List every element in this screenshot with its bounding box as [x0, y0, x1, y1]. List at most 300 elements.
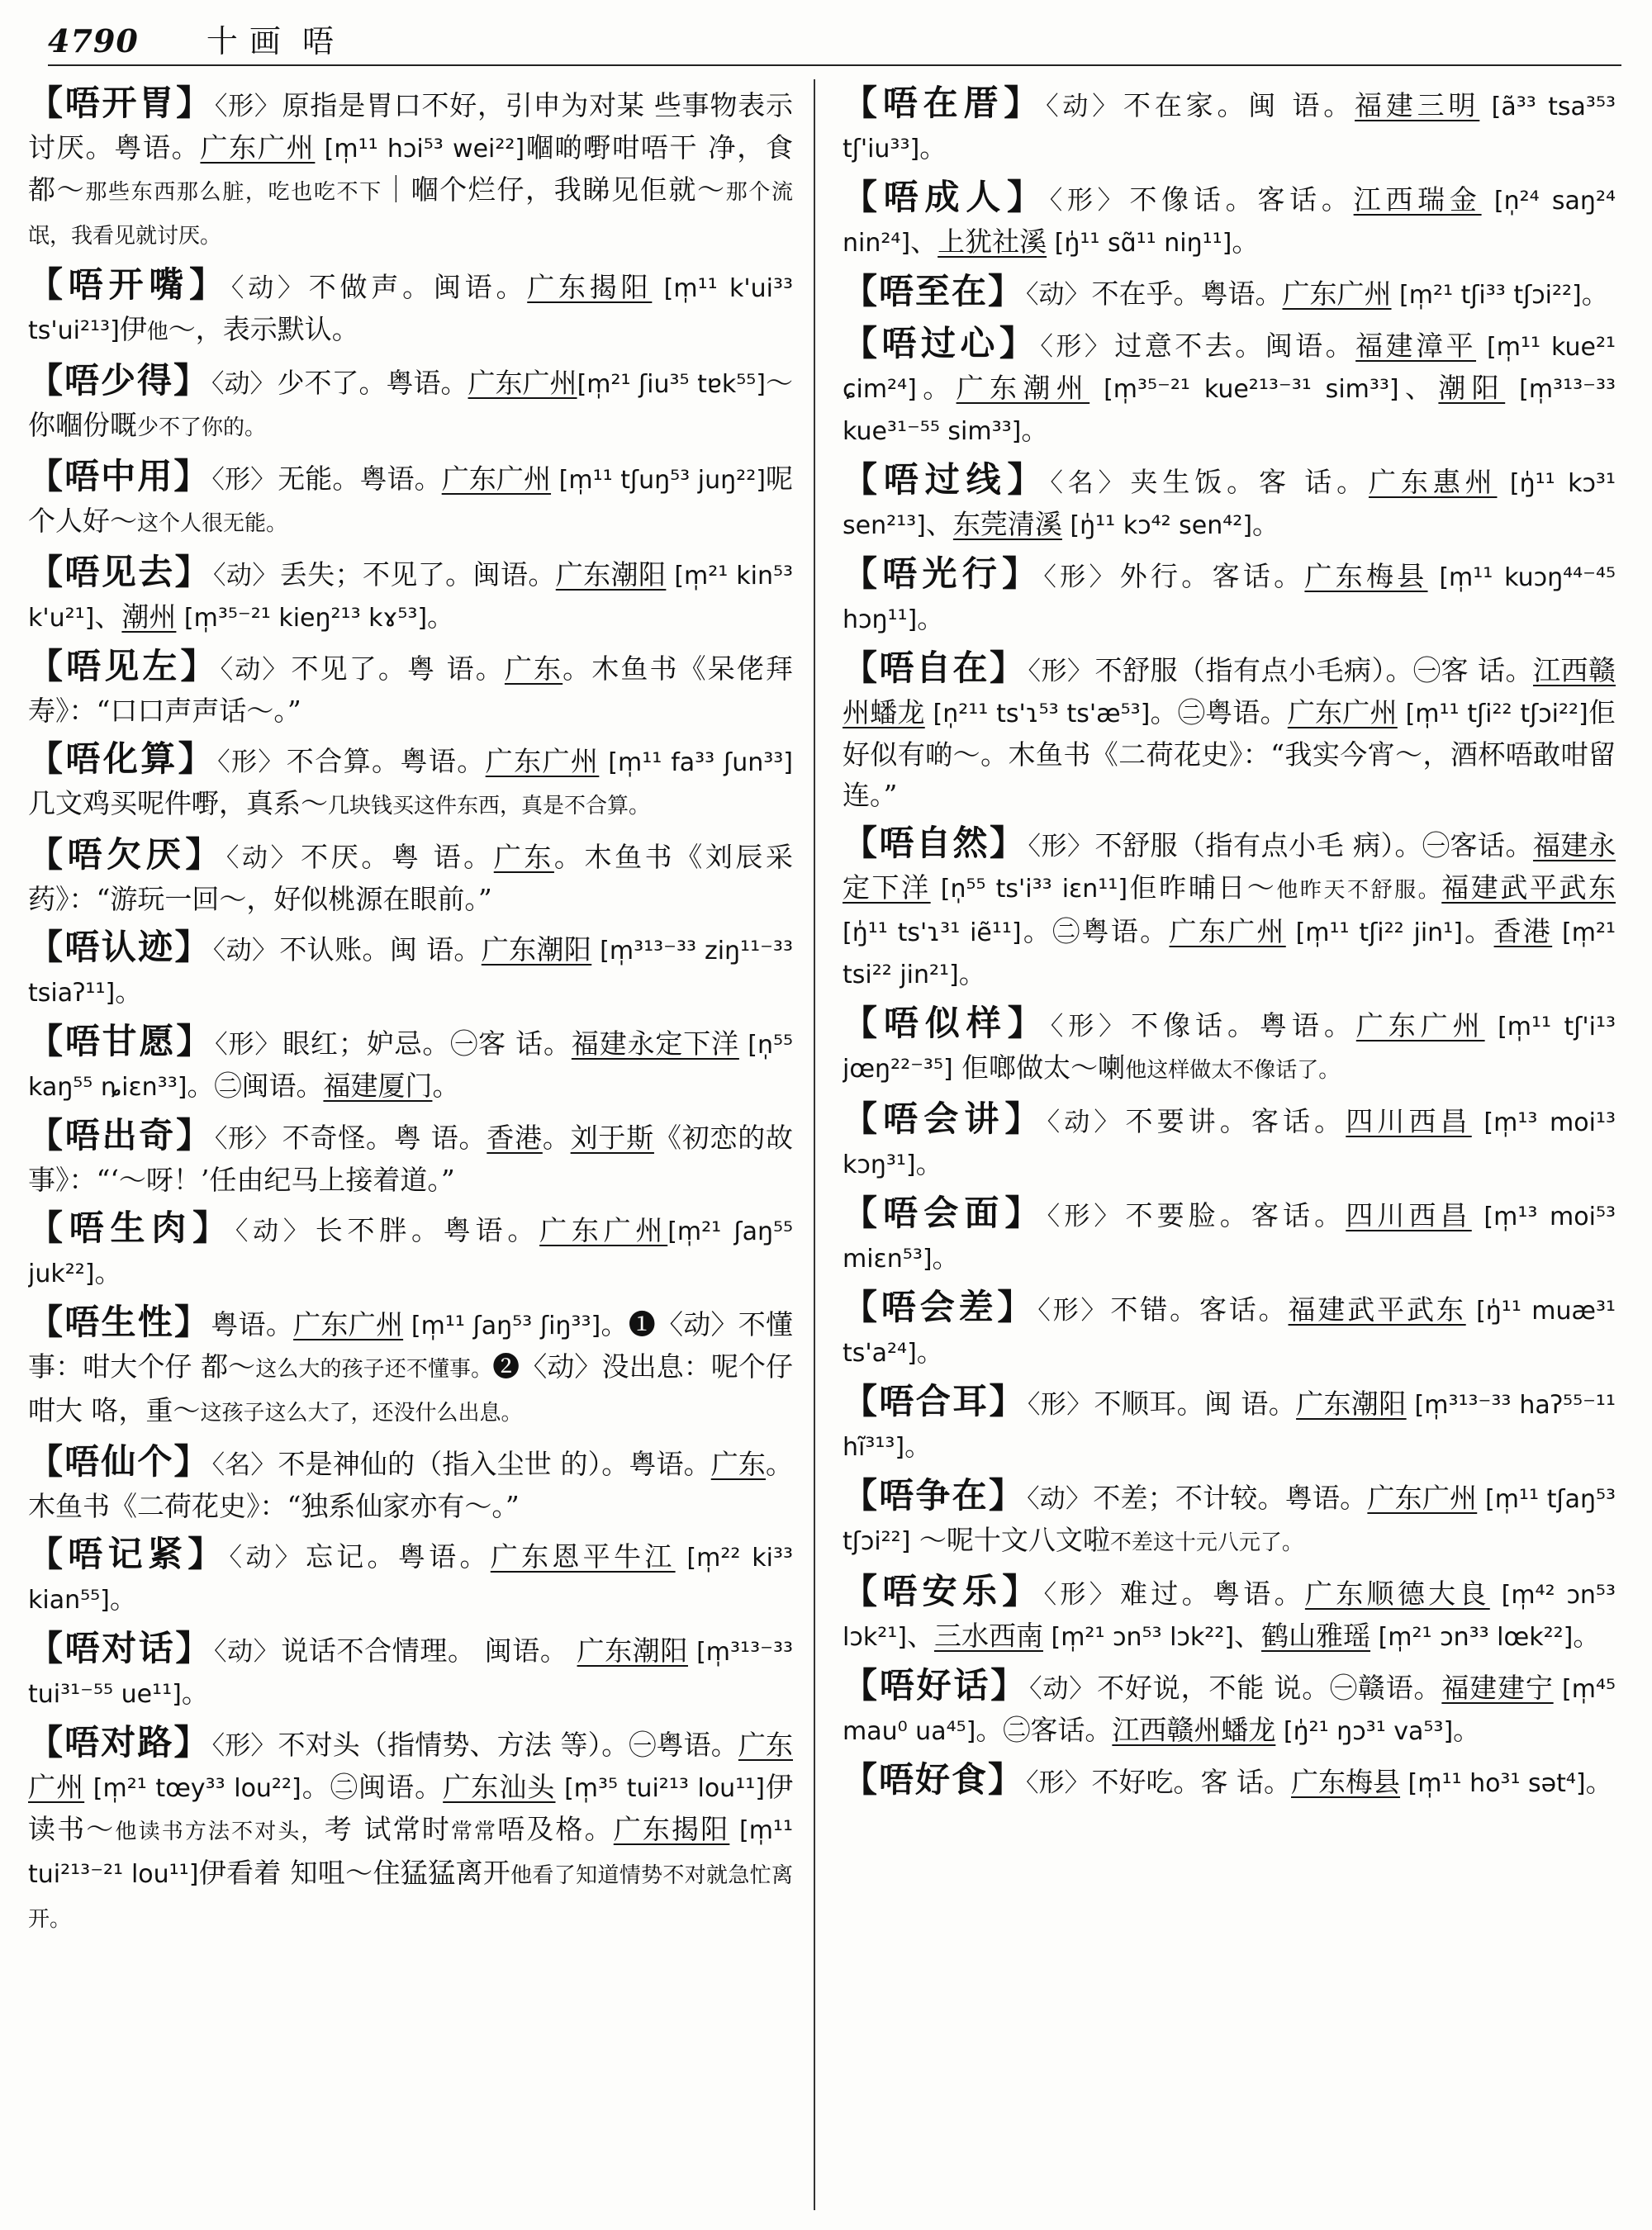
gloss-text: 他看了知道情势不对就急忙离开。	[28, 1863, 793, 1932]
part-of-speech: 〈形〉	[1047, 1202, 1124, 1231]
place-name: 广东广州	[200, 131, 316, 164]
gloss-text: 这孩子这么大了，还没什么出息。	[200, 1401, 523, 1426]
definition-text: 。	[432, 1070, 460, 1102]
place-name: 福建永定下洋	[571, 1027, 739, 1060]
part-of-speech: 〈动〉	[220, 655, 290, 685]
definition-text: 无能。粤语。	[278, 463, 442, 495]
definition-text: 。	[1021, 414, 1049, 446]
definition-text: 。㊁闽语。	[187, 1070, 324, 1102]
place-name: 广东惠州	[1368, 466, 1498, 498]
part-of-speech: 〈动〉	[1046, 92, 1123, 121]
definition-text: 、	[906, 1620, 934, 1652]
place-name: 广东	[710, 1448, 766, 1480]
definition-text: ～你嗰份嘅	[28, 367, 793, 441]
place-name: 福建永定下洋	[843, 829, 1616, 904]
gloss-text: 几块钱买这件东西，真是不合算。	[328, 794, 651, 818]
place-name: 刘于斯	[570, 1122, 654, 1154]
definition-text: ❷〈动〉没出息：呢个仔咁大 咯，重～	[28, 1350, 793, 1426]
definition-text: 。木鱼书《刘辰采药》：“游玩一回～，好似桃源在眼前。”	[28, 841, 793, 915]
part-of-speech: 〈动〉	[1029, 1674, 1096, 1704]
entry-headword: 【唔至在】	[843, 271, 1025, 311]
definition-text: 。❶〈动〉不懂事：咁大个仔 都～	[28, 1308, 793, 1383]
gloss-text: 他这样做太不像话了。	[1125, 1058, 1341, 1083]
definition-text: 粤语。	[211, 1308, 294, 1340]
dictionary-entry	[28, 1208, 793, 1294]
part-of-speech: 〈形〉	[214, 92, 281, 121]
entry-headword: 【唔中用】	[28, 456, 211, 496]
dictionary-entry	[843, 1193, 1616, 1279]
part-of-speech: 〈形〉	[211, 465, 277, 495]
definition-text: 。	[427, 600, 455, 633]
part-of-speech: 〈动〉	[214, 1637, 280, 1667]
definition-text: 呢个人好～	[28, 463, 793, 537]
entry-headword: 【唔化算】	[28, 738, 216, 779]
place-name: 广东揭阳	[527, 271, 653, 303]
place-name: 广东广州	[441, 463, 552, 495]
definition-text: 。	[1252, 508, 1280, 540]
page-header	[48, 18, 1621, 66]
definition-text: 佢好似有啲～。木鱼书《二荷花史》：“我实今宵～，酒杯唔敢咁留连。”	[843, 696, 1616, 811]
definition-text: 不合算。粤语。	[286, 745, 486, 777]
ipa-transcription: [n̩⁵⁵ ts'i³³ iɛn¹¹]	[930, 875, 1128, 904]
definition-text: 。㊁粤语。	[1150, 696, 1288, 728]
ipa-transcription: [m̩²¹ tœy³³ lou²²]	[84, 1774, 301, 1803]
definition-text: 、	[1234, 1620, 1262, 1652]
dictionary-entry	[28, 1302, 793, 1434]
dictionary-entry	[843, 323, 1616, 452]
place-name: 广东广州	[1169, 915, 1286, 947]
place-name: 香港	[487, 1122, 543, 1154]
definition-text: 不是神仙的（指入尘世 的）。粤语。	[278, 1448, 711, 1480]
gloss-text: 那些东西那么脏，吃也吃不下	[85, 180, 382, 205]
entry-headword: 【唔好话】	[843, 1665, 1028, 1706]
dictionary-entry	[28, 834, 793, 919]
gloss-text: 不差这十元八元了。	[1109, 1530, 1303, 1555]
place-name: 江西瑞金	[1353, 183, 1482, 216]
part-of-speech: 〈动〉	[225, 843, 300, 873]
entry-headword: 【唔会差】	[843, 1287, 1037, 1327]
dictionary-entry	[843, 177, 1616, 263]
ipa-transcription: [n̩²¹¹ ts'ɿ⁵³ ts'æ⁵³]	[924, 700, 1151, 728]
place-name: 广东梅县	[1304, 560, 1428, 592]
ipa-transcription: [m̩²¹ ɔn⁵³ lɔk²²]	[1042, 1623, 1235, 1652]
ipa-transcription: [ã³³ tsa³⁵³ tʃ'iu³³]	[843, 93, 1616, 164]
ipa-transcription: [m̩³¹³⁻³³ haʔ⁵⁵⁻¹¹ hĩ³¹³]	[843, 1391, 1616, 1462]
entry-headword: 【唔见左】	[28, 646, 219, 686]
place-name: 广东广州	[293, 1308, 404, 1340]
definition-text: 。	[109, 1582, 137, 1615]
entry-headword: 【唔欠厌】	[28, 834, 225, 875]
dictionary-entry	[843, 1571, 1616, 1658]
definition-text: 夹生饭。客 话。	[1130, 466, 1369, 498]
definition-text: 不奇怪。粤 语。	[282, 1122, 487, 1154]
gloss-text: 这么大的孩子还不懂事。	[255, 1357, 493, 1382]
definition-text: 不认账。闽 语。	[279, 933, 482, 966]
definition-text: 。木鱼书《二荷花史》：“独系仙家亦有～。”	[28, 1448, 793, 1522]
dictionary-entry	[843, 459, 1616, 546]
entry-headword: 【唔开胃】	[28, 83, 213, 123]
definition-text: 不要脸。客话。	[1125, 1199, 1346, 1231]
definition-text: 佢昨晡日～	[1127, 871, 1277, 904]
entry-headword: 【唔光行】	[843, 553, 1042, 594]
entry-headword: 【唔自然】	[843, 823, 1027, 863]
definition-text: 原指是胃口不好，引申为对某 些事物表示讨厌。粤语。	[28, 89, 793, 164]
ipa-transcription: [m̩²¹ ʃaŋ⁵⁵ juk²²]	[28, 1217, 793, 1288]
definition-text: 。木鱼书《呆佬拜寿》：“口口声声话～。”	[28, 652, 793, 727]
ipa-transcription: [m̩¹¹ tʃ'i¹³ jœŋ²²⁻³⁵]	[843, 1013, 1616, 1084]
place-name: 广东潮阳	[1296, 1388, 1407, 1420]
definition-text: 不舒服（指有点小毛 病）。㊀客话。	[1094, 829, 1533, 861]
definition-text: 不做声。闽语。	[308, 271, 528, 303]
ipa-transcription: [m̩³⁵⁻²¹ kieŋ²¹³ kɤ⁵³]	[176, 604, 428, 633]
definition-text: 。	[115, 975, 143, 1008]
ipa-transcription: [ŋ̍¹¹ ts'ɿ³¹ iẽ¹¹]	[843, 918, 1022, 947]
dictionary-entry	[28, 360, 793, 448]
place-name: 江西赣州蟠龙	[843, 654, 1616, 728]
place-name: 广东潮阳	[555, 558, 667, 591]
place-name: 三水西南	[933, 1620, 1043, 1652]
definition-text: 不顺耳。闽 语。	[1094, 1388, 1297, 1420]
definition-text: 不要讲。客话。	[1125, 1105, 1346, 1137]
place-name: 广东汕头	[443, 1771, 556, 1803]
definition-text: 伊看着 知咀～住猛猛离开	[198, 1857, 511, 1889]
part-of-speech: 〈形〉	[1027, 1390, 1093, 1420]
ipa-transcription: [m̩¹³ moi⁵³ miɛn⁵³]	[843, 1203, 1616, 1274]
definition-text: 不像话。客话。	[1129, 183, 1354, 216]
definition-text: 不在乎。粤语。	[1091, 278, 1283, 310]
gloss-text: 这个人很无能。	[137, 511, 288, 536]
dictionary-entry	[28, 1722, 793, 1940]
dictionary-entry	[843, 1665, 1616, 1752]
ipa-transcription: [n̩²⁴ saŋ²⁴ nin²⁴]	[843, 187, 1616, 258]
entry-headword: 【唔似样】	[843, 1003, 1049, 1043]
part-of-speech: 〈形〉	[1050, 1012, 1130, 1041]
entry-headword: 【唔对话】	[28, 1628, 213, 1668]
definition-text: 伊	[119, 313, 147, 345]
place-name: 鹤山雅瑶	[1261, 1620, 1371, 1652]
ipa-transcription: [m̩³¹³⁻³³ kue³¹⁻⁵⁵ sim³³]	[843, 375, 1616, 446]
ipa-transcription: [ŋ̍¹¹ kɔ⁴² sen⁴²]	[1061, 511, 1253, 540]
ipa-transcription: [m̩⁴⁵ mau⁰ ua⁴⁵]	[843, 1675, 1616, 1746]
entry-headword: 【唔会讲】	[843, 1098, 1046, 1139]
definition-text: 丢失；不见了。闽语。	[279, 558, 556, 591]
entry-headword: 【唔过线】	[843, 459, 1049, 500]
section-title: 十画	[206, 23, 292, 59]
entry-headword: 【唔认迹】	[28, 927, 211, 967]
definition-text: 。㊁粤语。	[1021, 915, 1170, 947]
ipa-transcription: [m̩³¹³⁻³³ ziŋ¹¹⁻³³ tsiaʔ¹¹]	[28, 937, 793, 1008]
part-of-speech: 〈动〉	[212, 936, 278, 966]
place-name: 福建建宁	[1441, 1672, 1554, 1704]
part-of-speech: 〈名〉	[211, 1450, 277, 1480]
place-name: 广东潮阳	[577, 1635, 688, 1667]
definition-text: 不厌。粤 语。	[301, 841, 494, 873]
definition-text: 不舒服（指有点小毛病）。㊀客 话。	[1094, 654, 1533, 686]
part-of-speech: 〈动〉	[1026, 280, 1090, 310]
definition-text: 佢啷做太～喇	[952, 1051, 1126, 1084]
entry-headword: 【唔过心】	[843, 323, 1039, 363]
ipa-transcription: [m̩²¹ ɔn³³ lœk²²]	[1370, 1623, 1574, 1652]
place-name: 广东广州	[28, 1729, 793, 1803]
ipa-transcription: [m̩²¹ tsi²² jin²¹]	[843, 918, 1616, 989]
right-column	[843, 83, 1616, 2218]
definition-text: 、	[1398, 372, 1439, 404]
place-name: 广东	[493, 841, 554, 873]
definition-text: 。	[919, 131, 947, 164]
place-name: 福建漳平	[1355, 330, 1477, 362]
part-of-speech: 〈动〉	[230, 273, 307, 303]
part-of-speech: 〈形〉	[211, 1731, 277, 1761]
dictionary-entry	[843, 1003, 1616, 1091]
ipa-transcription: [ŋ̍¹¹ muæ³¹ ts'a²⁴]	[843, 1297, 1616, 1368]
dictionary-entry	[843, 1759, 1616, 1804]
entry-headword: 【唔成人】	[843, 177, 1048, 217]
left-column	[28, 83, 793, 2218]
part-of-speech: 〈动〉	[1027, 1484, 1092, 1514]
ipa-transcription: [n̩⁵⁵ kaŋ⁵⁵ ȵiɛn³³]	[28, 1031, 793, 1102]
place-name: 香港	[1493, 915, 1553, 947]
part-of-speech: 〈动〉	[213, 561, 278, 591]
definition-text: 、	[94, 600, 122, 633]
dictionary-entry	[28, 456, 793, 544]
ipa-transcription: [m̩¹¹ kuɔŋ⁴⁴⁻⁴⁵ hɔŋ¹¹]	[843, 563, 1616, 634]
definition-text: 不像话。粤语。	[1131, 1009, 1356, 1041]
dictionary-entry	[28, 1021, 793, 1108]
place-name: 江西赣州蟠龙	[1112, 1714, 1276, 1746]
entry-headword: 【唔开嘴】	[28, 264, 230, 305]
column-divider	[814, 79, 815, 2210]
gloss-text: 他读书方法不对头，	[115, 1820, 325, 1844]
place-name: 潮阳	[1438, 372, 1506, 404]
definition-text: 。㊁客话。	[976, 1714, 1113, 1746]
place-name: 东莞清溪	[952, 508, 1062, 540]
ipa-transcription: [m̩²¹ kin⁵³ k'u²¹]	[28, 562, 793, 633]
definition-text: 。㊁闽语。	[301, 1771, 444, 1803]
gloss-text: 他昨天不舒服。	[1276, 878, 1442, 903]
place-name: 广东恩平牛江	[490, 1540, 676, 1573]
part-of-speech: 〈形〉	[215, 1030, 282, 1060]
dictionary-entry	[843, 648, 1616, 815]
definition-text: 说话不合情理。 闽语。	[281, 1635, 577, 1667]
entry-headword: 【唔生性】	[28, 1302, 211, 1342]
ipa-transcription: [m̩¹¹ k'ui³³ ts'ui²¹³]	[28, 274, 793, 345]
gloss-text: 那个流氓，我看见就讨厌。	[28, 180, 793, 249]
dictionary-entry	[28, 927, 793, 1013]
entry-headword: 【唔甘愿】	[28, 1021, 214, 1061]
definition-text: 。	[1462, 915, 1494, 947]
ipa-transcription: [m̩¹¹ hɔi⁵³ wei²²]	[315, 135, 525, 164]
dictionary-entry	[28, 83, 793, 257]
definition-text: 过意不去。闽语。	[1114, 330, 1356, 362]
definition-text: 眼红；妒忌。㊀客 话。	[282, 1027, 572, 1060]
part-of-speech: 〈形〉	[1043, 1580, 1119, 1610]
definition-text: 。	[1581, 278, 1609, 310]
definition-text: 。	[916, 1336, 944, 1368]
dictionary-entry	[843, 1098, 1616, 1185]
dictionary-entry	[28, 1441, 793, 1526]
entry-headword: 【唔争在】	[843, 1475, 1026, 1516]
ipa-transcription: [ŋ̍²¹ ŋɔ³¹ va⁵³]	[1275, 1717, 1454, 1746]
place-name: 广东顺德大良	[1304, 1578, 1490, 1610]
place-name: 广东广州	[539, 1214, 668, 1246]
entry-headword: 【唔记紧】	[28, 1534, 228, 1574]
definition-text: 《初恋的故事》：“‘～呀！’任由纪马上接着道。”	[28, 1122, 793, 1196]
ipa-transcription: [m̩³⁵ tui²¹³ lou¹¹]	[555, 1774, 765, 1803]
place-name: 四川西昌	[1346, 1199, 1472, 1231]
place-name: 广东广州	[1287, 696, 1398, 728]
definition-text: 。	[542, 1122, 571, 1154]
place-name: 广东广州	[1367, 1482, 1478, 1514]
definition-text: 不好说，不能 说。㊀赣语。	[1097, 1672, 1442, 1704]
definition-text: 难过。粤语。	[1120, 1578, 1305, 1610]
dictionary-entry	[28, 1534, 793, 1620]
gloss-text: 少不了你的。	[137, 415, 267, 440]
entry-headword: 【唔在厝】	[843, 83, 1045, 123]
place-name: 广东揭阳	[613, 1813, 730, 1845]
gloss-text: 常常	[450, 1820, 498, 1844]
definition-text: 。	[181, 1677, 209, 1709]
ipa-transcription: [m̩⁴² ɔn⁵³ lɔk²¹]	[843, 1581, 1616, 1652]
place-name: 广东广州	[1355, 1009, 1485, 1041]
entry-headword: 【唔对路】	[28, 1722, 211, 1763]
definition-text: ～，表示默认。	[168, 313, 359, 345]
gloss-text: 他	[146, 320, 169, 344]
definition-text: 。	[958, 957, 986, 989]
page-number: 4790	[48, 22, 139, 59]
definition-text: 外行。客话。	[1119, 560, 1305, 592]
definition-text: 考 试常时	[324, 1813, 451, 1845]
definition-text: 不好吃。客 话。	[1091, 1766, 1292, 1798]
definition-text: 。	[1453, 1714, 1481, 1746]
dictionary-entry	[843, 271, 1616, 316]
dictionary-entry	[28, 646, 793, 731]
entry-headword: 【唔安乐】	[843, 1571, 1042, 1611]
entry-headword: 【唔出奇】	[28, 1115, 213, 1155]
part-of-speech: 〈形〉	[1043, 562, 1118, 592]
definition-text: 忘记。粤语。	[305, 1540, 491, 1573]
dictionary-entry	[843, 1475, 1616, 1563]
place-name: 上犹社溪	[938, 225, 1047, 258]
definition-text: 不对头（指情势、方法 等）。㊀粤语。	[278, 1729, 738, 1761]
definition-text: 。	[915, 1147, 943, 1179]
entry-headword: 【唔会面】	[843, 1193, 1046, 1233]
place-name: 广东广州	[468, 367, 577, 399]
definition-text: ～呢十文八文啦	[910, 1524, 1110, 1556]
place-name: 广东潮阳	[481, 933, 592, 966]
part-of-speech: 〈名〉	[1050, 468, 1129, 498]
ipa-transcription: [ŋ̍¹¹ kɔ³¹ sen²¹³]	[843, 469, 1616, 540]
ipa-transcription: [m̩¹¹ ʃaŋ⁵³ ʃiŋ³³]	[403, 1312, 601, 1340]
definition-text: ｜嗰个烂仔，我睇见佢就～	[382, 173, 726, 206]
definition-text: 伊读书～	[28, 1771, 793, 1845]
part-of-speech: 〈动〉	[235, 1217, 314, 1246]
definition-text: 不在家。闽 语。	[1123, 89, 1355, 121]
ipa-transcription: [m̩¹¹ fa³³ ʃun³³]	[599, 748, 793, 777]
dictionary-entry	[28, 1628, 793, 1715]
part-of-speech: 〈形〉	[1026, 1768, 1090, 1798]
ipa-transcription: [m̩³¹³⁻³³ tui³¹⁻⁵⁵ ue¹¹]	[28, 1638, 793, 1709]
place-name: 潮州	[121, 600, 177, 633]
definition-text: 。	[932, 1241, 960, 1274]
ipa-transcription: [m̩²¹ tʃi³³ tʃɔi²²]	[1391, 281, 1582, 310]
place-name: 广东广州	[1282, 278, 1392, 310]
definition-text: 几文鸡买呢件嘢，真系～	[28, 787, 328, 819]
definition-text: 。	[917, 602, 945, 634]
part-of-speech: 〈形〉	[214, 1124, 281, 1154]
radical-title: 唔	[301, 23, 345, 59]
ipa-transcription: [m̩¹¹ tui²¹³⁻²¹ lou¹¹]	[28, 1816, 793, 1889]
part-of-speech: 〈形〉	[1037, 1296, 1109, 1326]
entry-headword: 【唔仙个】	[28, 1441, 211, 1482]
definition-text: 。	[94, 1256, 122, 1288]
definition-text: 、	[910, 225, 938, 258]
entry-headword: 【唔生肉】	[28, 1208, 234, 1248]
part-of-speech: 〈形〉	[1028, 657, 1094, 686]
dictionary-entry	[28, 264, 793, 353]
ipa-transcription: [ŋ̍¹¹ sɑ̃¹¹ niŋ¹¹]	[1047, 229, 1232, 258]
definition-text: 。	[1573, 1620, 1601, 1652]
dictionary-entry	[843, 823, 1616, 995]
entry-headword: 【唔好食】	[843, 1759, 1025, 1800]
place-name: 广东梅县	[1291, 1766, 1401, 1798]
ipa-transcription: [m̩²² ki³³ kian⁵⁵]	[28, 1544, 793, 1615]
definition-text: 不见了。粤 语。	[291, 652, 505, 685]
part-of-speech: 〈动〉	[229, 1543, 304, 1573]
entry-headword: 【唔合耳】	[843, 1381, 1026, 1421]
place-name: 广东	[504, 652, 563, 685]
definition-text: 。	[904, 1430, 933, 1462]
place-name: 福建武平武东	[1288, 1293, 1466, 1326]
definition-text: 唔及格。	[497, 1813, 614, 1845]
ipa-transcription: [m̩¹¹ tʃaŋ⁵³ tʃɔi²²]	[843, 1485, 1616, 1556]
place-name: 福建三明	[1355, 89, 1480, 121]
definition-text: 少不了。粤语。	[277, 367, 468, 399]
place-name: 广东广州	[485, 745, 600, 777]
dictionary-entry	[28, 552, 793, 638]
dictionary-entry	[843, 83, 1616, 169]
entry-headword: 【唔少得】	[28, 360, 211, 401]
ipa-transcription: [m̩¹¹ tʃi²² tʃɔi²²]	[1397, 700, 1588, 728]
part-of-speech: 〈形〉	[1040, 332, 1113, 362]
definition-text: 不错。客话。	[1110, 1293, 1289, 1326]
definition-text: 嗰啲嘢咁唔干 净，食 都～	[28, 131, 793, 206]
definition-text: 长不胖。粤语。	[315, 1214, 540, 1246]
part-of-speech: 〈动〉	[1047, 1108, 1124, 1137]
ipa-transcription: [m̩³⁵⁻²¹ kue²¹³⁻³¹ sim³³]	[1089, 375, 1399, 404]
entry-headword: 【唔自在】	[843, 648, 1027, 688]
definition-text: 。	[1585, 1766, 1613, 1798]
place-name: 四川西昌	[1346, 1105, 1472, 1137]
part-of-speech: 〈形〉	[1049, 186, 1128, 216]
place-name: 广东潮州	[956, 372, 1090, 404]
ipa-transcription: [m̩¹¹ ho³¹ sət⁴]	[1400, 1769, 1586, 1798]
dictionary-entry	[843, 553, 1616, 640]
definition-text: 。	[1232, 225, 1260, 258]
dictionary-entry	[28, 738, 793, 827]
dictionary-entry	[843, 1287, 1616, 1374]
ipa-transcription: [m̩¹¹ tʃuŋ⁵³ juŋ²²]	[551, 466, 766, 495]
part-of-speech: 〈形〉	[1028, 832, 1094, 861]
definition-text: 、	[925, 508, 953, 540]
dictionary-entry	[843, 1381, 1616, 1468]
ipa-transcription: [m̩²¹ ʃiu³⁵ tɐk⁵⁵]	[577, 370, 766, 399]
part-of-speech: 〈形〉	[217, 747, 285, 777]
entry-headword: 【唔见去】	[28, 552, 212, 592]
dictionary-entry	[28, 1115, 793, 1200]
definition-text: 。	[916, 372, 957, 404]
place-name: 福建厦门	[323, 1070, 433, 1102]
part-of-speech: 〈动〉	[211, 369, 276, 399]
